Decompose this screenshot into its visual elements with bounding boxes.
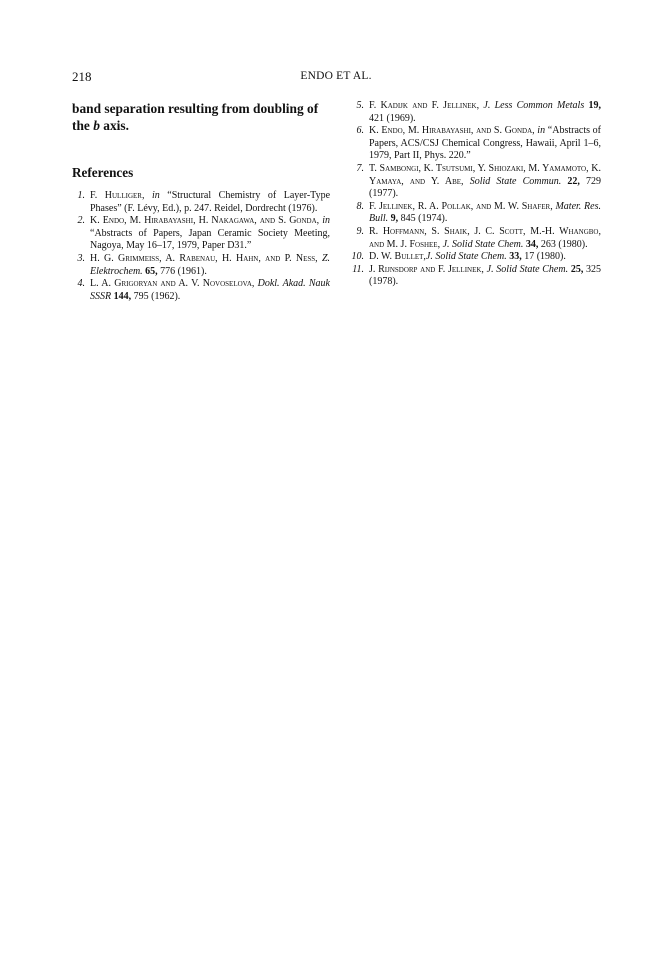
reference-details: “Abstracts of Papers, ACS/CSJ Chemical Congress, Hawaii, April 1–6, 1979, Part II, Phys. 220.”	[369, 125, 602, 162]
reference-volume: 19,	[588, 100, 601, 111]
reference-1	[72, 190, 330, 215]
reference-journal: J. Less Common Metals	[483, 100, 585, 111]
references-list-left	[72, 190, 330, 303]
reference-number: 8.	[356, 200, 364, 212]
reference-pages-year: 729 (1977).	[369, 175, 602, 200]
reference-number: 6.	[356, 125, 364, 137]
reference-pages-year: 795 (1962).	[133, 290, 181, 302]
reference-journal: Z. Elektrochem.	[90, 252, 330, 277]
reference-authors: F. Jellinek, R. A. Pollak, and M. W. Shafer,	[369, 200, 553, 212]
running-head: ENDO ET AL.	[300, 70, 372, 82]
reference-pages-year: 325 (1978).	[369, 263, 602, 288]
reference-number: 4.	[77, 278, 85, 290]
reference-5	[349, 100, 601, 125]
reference-volume: 34,	[525, 238, 539, 250]
reference-details: “Structural Chemistry of Layer-Type Phases” (F. Lévy, Ed.), p. 247. Reidel, Dordrecht (1976).	[90, 190, 331, 214]
reference-3	[72, 253, 330, 278]
reference-8	[349, 201, 601, 226]
reference-authors: K. Endo, M. Hirabayashi, H. Nakagawa, and S. Gonda,	[90, 215, 320, 227]
reference-number: 7.	[356, 162, 364, 174]
reference-authors: F. Hulliger,	[90, 190, 145, 201]
reference-authors: D. W. Bullet,	[369, 251, 426, 263]
reference-volume: 25,	[570, 263, 584, 275]
reference-10	[349, 251, 601, 264]
reference-details: “Abstracts of Papers, Japan Ceramic Society Meeting, Nagoya, May 16–17, 1979, Paper D31.”	[90, 227, 330, 252]
reference-journal: J. Solid State Chem.	[425, 251, 507, 263]
reference-volume: 144,	[113, 290, 132, 302]
reference-number: 3.	[77, 252, 85, 264]
body-paragraph	[72, 100, 330, 134]
reference-journal: J. Solid State Chem.	[442, 238, 524, 250]
reference-in: in	[319, 215, 331, 227]
reference-pages-year: 845 (1974).	[400, 213, 448, 225]
reference-number: 11.	[352, 263, 364, 275]
reference-pages-year: 17 (1980).	[524, 251, 566, 263]
reference-11	[349, 264, 601, 289]
reference-volume: 9,	[390, 213, 399, 225]
reference-number: 9.	[356, 225, 364, 237]
page-number: 218	[72, 69, 92, 84]
right-column	[349, 100, 601, 289]
reference-pages-year: 776 (1961).	[160, 265, 207, 277]
reference-pages-year: 421 (1969).	[369, 112, 416, 124]
reference-authors: L. A. Grigoryan and A. V. Novoselova,	[90, 278, 255, 290]
reference-number: 2.	[77, 215, 85, 227]
reference-number: 10.	[351, 251, 364, 263]
reference-authors: J. Rijnsdorp and F. Jellinek,	[369, 263, 484, 275]
reference-number: 1.	[77, 190, 85, 201]
left-column	[72, 100, 330, 303]
reference-6	[349, 125, 601, 163]
reference-authors: R. Hoffmann, S. Shaik, J. C. Scott, M.-H. Whangbo, and M. J. Foshee,	[369, 225, 601, 250]
reference-authors: H. G. Grimmeiss, A. Rabenau, H. Hahn, and P. Ness,	[90, 252, 318, 264]
references-list-right	[349, 100, 601, 289]
reference-9	[349, 226, 601, 251]
reference-authors: F. Kadijk and F. Jellinek,	[369, 100, 480, 111]
reference-number: 5.	[356, 100, 364, 111]
reference-journal: Mater. Res. Bull.	[369, 200, 601, 225]
reference-in: in	[534, 125, 548, 137]
reference-pages-year: 263 (1980).	[540, 238, 588, 250]
body-text-axis-letter: b	[93, 118, 100, 133]
reference-authors: T. Sambongi, K. Tsutsumi, Y. Shiozaki, M. Yamamoto, K. Yamaya, and Y. Abe,	[369, 162, 601, 187]
reference-2	[72, 215, 330, 253]
reference-in: in	[144, 190, 168, 201]
reference-journal: Solid State Commun.	[469, 175, 562, 187]
reference-volume: 22,	[567, 175, 580, 187]
reference-volume: 65,	[145, 265, 158, 277]
reference-4	[72, 278, 330, 303]
body-text-part1: band separation resulting from doubling of the	[72, 101, 319, 133]
body-text-part2: axis.	[99, 118, 129, 133]
reference-journal: Dokl. Akad. Nauk SSSR	[90, 278, 330, 302]
references-heading: References	[72, 165, 134, 180]
reference-volume: 33,	[509, 251, 522, 263]
reference-7	[349, 163, 601, 201]
reference-journal: J. Solid State Chem.	[486, 263, 569, 275]
reference-authors: K. Endo, M. Hirabayashi, and S. Gonda,	[369, 125, 535, 137]
